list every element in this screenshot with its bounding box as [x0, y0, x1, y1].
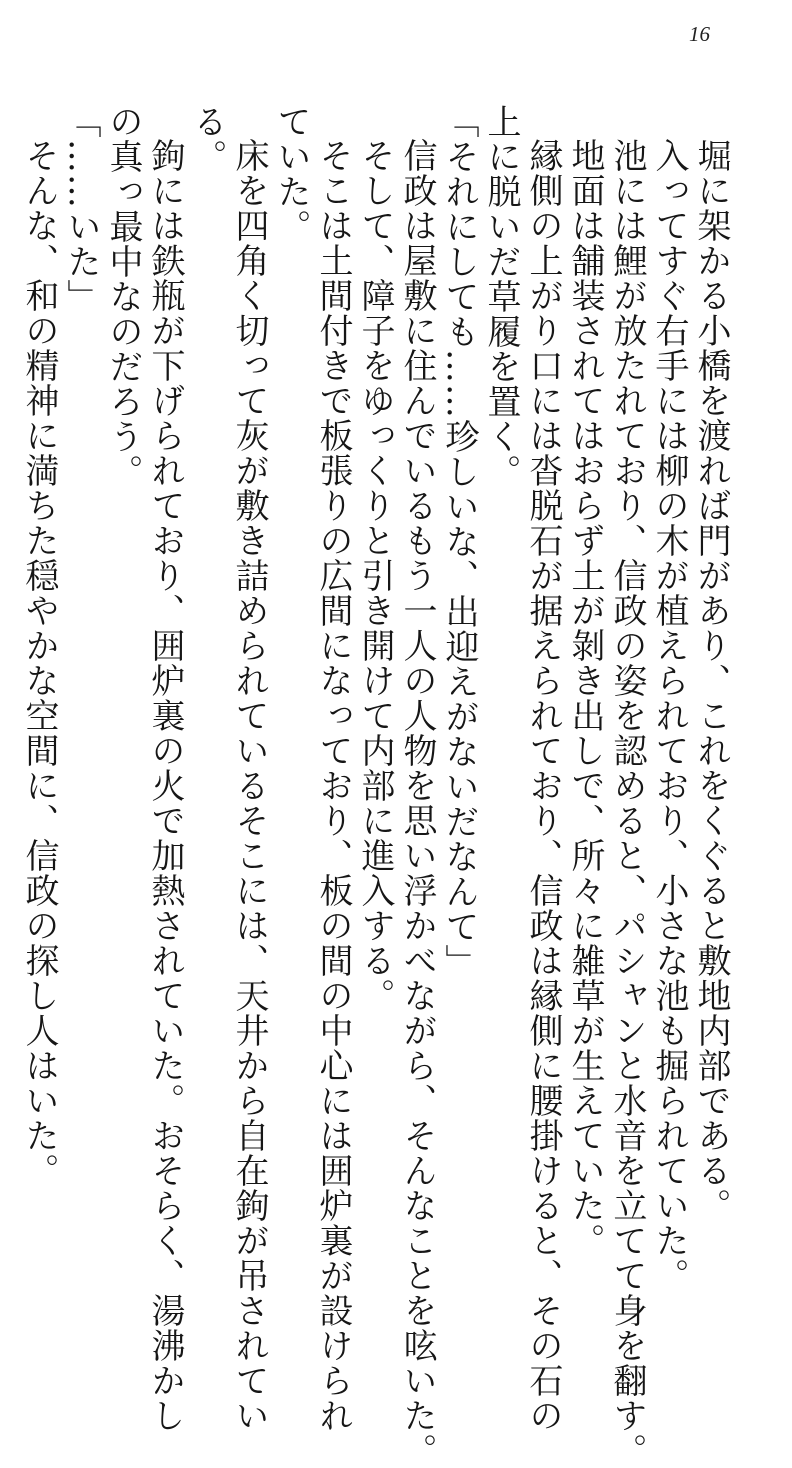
- text-line: る。: [187, 104, 227, 174]
- dialogue-line: 「それにしても……珍しいな、出迎えがないだなんて」: [439, 104, 479, 979]
- text-line: 入ってすぐ右手には柳の木が植えられており、小さな池も掘られていた。: [649, 138, 689, 1293]
- text-line: そんな、和の精神に満ちた穏やかな空間に、信政の探し人はいた。: [19, 138, 59, 1188]
- text-line: 堀に架かる小橋を渡れば門があり、これをくぐると敷地内部である。: [691, 138, 731, 1223]
- text-line: ていた。: [271, 104, 311, 244]
- text-line: 信政は屋敷に住んでいるもう一人の人物を思い浮かべながら、そんなことを呟いた。: [397, 138, 437, 1468]
- page-number: 16: [689, 22, 710, 46]
- text-line: 縁側の上がり口には沓脱石が据えられており、信政は縁側に腰掛けると、その石の: [523, 138, 563, 1433]
- text-line: そこは土間付きで板張りの広間になっており、板の間の中心には囲炉裏が設けられ: [313, 138, 353, 1433]
- text-line: 池には鯉が放たれており、信政の姿を認めると、パシャンと水音を立てて身を翻す。: [607, 138, 647, 1468]
- vertical-text-body: [18, 104, 732, 1468]
- text-line: 床を四角く切って灰が敷き詰められているそこには、天井から自在鉤が吊されてい: [229, 138, 269, 1433]
- text-line: の真っ最中なのだろう。: [103, 104, 143, 489]
- text-line: 鉤には鉄瓶が下げられており、囲炉裏の火で加熱されていた。おそらく、湯沸かし: [145, 138, 185, 1433]
- dialogue-line: 「……いた」: [61, 104, 101, 314]
- text-line: 地面は舗装されてはおらず土が剝き出しで、所々に雑草が生えていた。: [565, 138, 605, 1258]
- text-line: そして、障子をゆっくりと引き開けて内部に進入する。: [355, 138, 395, 1013]
- text-line: 上に脱いだ草履を置く。: [481, 104, 521, 489]
